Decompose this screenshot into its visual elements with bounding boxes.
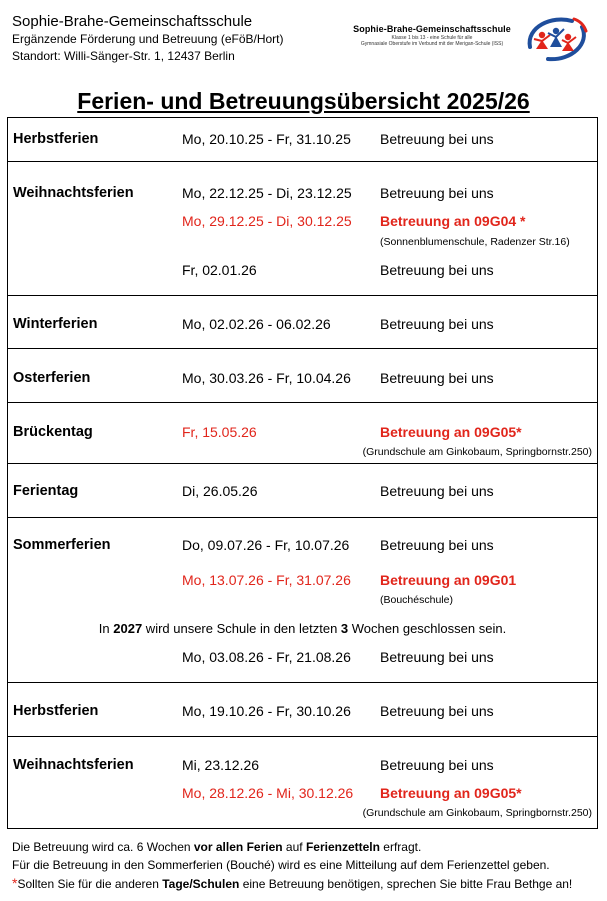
logo-school-name: Sophie-Brahe-Gemeinschaftsschule — [353, 24, 511, 34]
date-range: Mo, 20.10.25 - Fr, 31.10.25 — [182, 131, 351, 147]
footer-text: eine Betreuung benötigen, sprechen Sie bitte Frau Bethge an! — [239, 877, 573, 891]
date-range-highlight: Fr, 15.05.26 — [182, 424, 257, 440]
category-label: Sommerferien — [13, 537, 111, 553]
date-range: Fr, 02.01.26 — [182, 262, 257, 278]
care-location-note: (Grundschule am Ginkobaum, Springbornstr.250) — [362, 446, 592, 458]
care-info: Betreuung bei uns — [380, 537, 494, 553]
care-info: Betreuung bei uns — [380, 131, 494, 147]
care-info: Betreuung bei uns — [380, 370, 494, 386]
row-divider — [8, 682, 597, 683]
date-range: Mo, 02.02.26 - 06.02.26 — [182, 316, 331, 332]
footer-emphasis: vor allen Ferien — [193, 840, 283, 854]
schedule-table — [7, 117, 598, 829]
people-circle-logo-icon — [522, 13, 590, 63]
logo-subline-1: Klasse 1 bis 13 - eine Schule für alle — [391, 35, 473, 41]
row-divider — [8, 161, 597, 162]
care-info: Betreuung bei uns — [380, 185, 494, 201]
footer-note-2: Für die Betreuung in den Sommerferien (Bouché) wird es eine Mitteilung auf dem Ferienzettel geben. — [12, 858, 550, 872]
date-range: Mo, 30.03.26 - Fr, 10.04.26 — [182, 370, 351, 386]
row-divider — [8, 736, 597, 737]
row-divider — [8, 295, 597, 296]
closure-notice — [8, 620, 597, 638]
date-range: Do, 09.07.26 - Fr, 10.07.26 — [182, 537, 350, 553]
footer-note-3 — [12, 875, 572, 892]
school-name: Sophie-Brahe-Gemeinschaftsschule — [12, 13, 253, 30]
category-label: Ferientag — [13, 483, 79, 499]
closure-notice-weeks: 3 — [340, 621, 349, 636]
school-header — [12, 12, 284, 65]
footer-text: auf — [282, 840, 306, 854]
care-info-highlight: Betreuung an 09G05* — [380, 785, 522, 801]
page-title: Ferien- und Betreuungsübersicht 2025/26 — [77, 88, 530, 114]
program-name: Ergänzende Förderung und Betreuung (eFöB/Hort) — [12, 32, 284, 46]
asterisk-marker: * — [12, 875, 18, 891]
category-label: Weihnachtsferien — [13, 185, 134, 201]
care-info: Betreuung bei uns — [380, 757, 494, 773]
date-range: Mo, 03.08.26 - Fr, 21.08.26 — [182, 649, 351, 665]
care-info-highlight: Betreuung an 09G04 * — [380, 213, 526, 229]
logo-text — [352, 24, 512, 47]
date-range: Mo, 19.10.26 - Fr, 30.10.26 — [182, 703, 351, 719]
date-range-highlight: Mo, 28.12.26 - Mi, 30.12.26 — [182, 785, 354, 801]
row-divider — [8, 517, 597, 518]
row-divider — [8, 463, 597, 464]
category-label: Weihnachtsferien — [13, 757, 134, 773]
category-label: Winterferien — [13, 316, 98, 332]
footer-emphasis: Tage/Schulen — [162, 877, 240, 891]
care-info-highlight: Betreuung an 09G01 — [380, 572, 517, 588]
category-label: Herbstferien — [13, 131, 99, 147]
category-label: Brückentag — [13, 424, 93, 440]
footer-text: erfragt. — [379, 840, 422, 854]
row-divider — [8, 348, 597, 349]
location: Standort: Willi-Sänger-Str. 1, 12437 Berlin — [12, 49, 235, 63]
footer-text: Die Betreuung wird ca. 6 Wochen — [12, 840, 194, 854]
category-label: Osterferien — [13, 370, 91, 386]
footer-emphasis: Ferienzetteln — [305, 840, 380, 854]
date-range: Mi, 23.12.26 — [182, 757, 260, 773]
care-info: Betreuung bei uns — [380, 262, 494, 278]
date-range-highlight: Mo, 29.12.25 - Di, 30.12.25 — [182, 213, 352, 229]
care-info: Betreuung bei uns — [380, 703, 494, 719]
date-range: Mo, 22.12.25 - Di, 23.12.25 — [182, 185, 352, 201]
care-info-highlight: Betreuung an 09G05* — [380, 424, 522, 440]
closure-notice-text: wird unsere Schule in den letzten — [142, 621, 341, 636]
care-location-note: (Bouchéschule) — [380, 594, 453, 606]
date-range: Di, 26.05.26 — [182, 483, 258, 499]
category-label: Herbstferien — [13, 703, 99, 719]
closure-notice-text: In — [98, 621, 114, 636]
care-location-note: (Sonnenblumenschule, Radenzer Str.16) — [380, 236, 570, 248]
care-location-note: (Grundschule am Ginkobaum, Springbornstr.250) — [362, 807, 592, 819]
footer-text: Sollten Sie für die anderen — [17, 877, 163, 891]
row-divider — [8, 402, 597, 403]
date-range-highlight: Mo, 13.07.26 - Fr, 31.07.26 — [182, 572, 351, 588]
footer-note-1 — [12, 839, 421, 855]
care-info: Betreuung bei uns — [380, 649, 494, 665]
care-info: Betreuung bei uns — [380, 316, 494, 332]
closure-notice-text: Wochen geschlossen sein. — [348, 621, 507, 636]
closure-notice-year: 2027 — [113, 621, 143, 636]
logo-subline-2: Gymnasiale Oberstufe im Verbund mit der Merigan-Schule (ISS) — [360, 41, 504, 47]
care-info: Betreuung bei uns — [380, 483, 494, 499]
